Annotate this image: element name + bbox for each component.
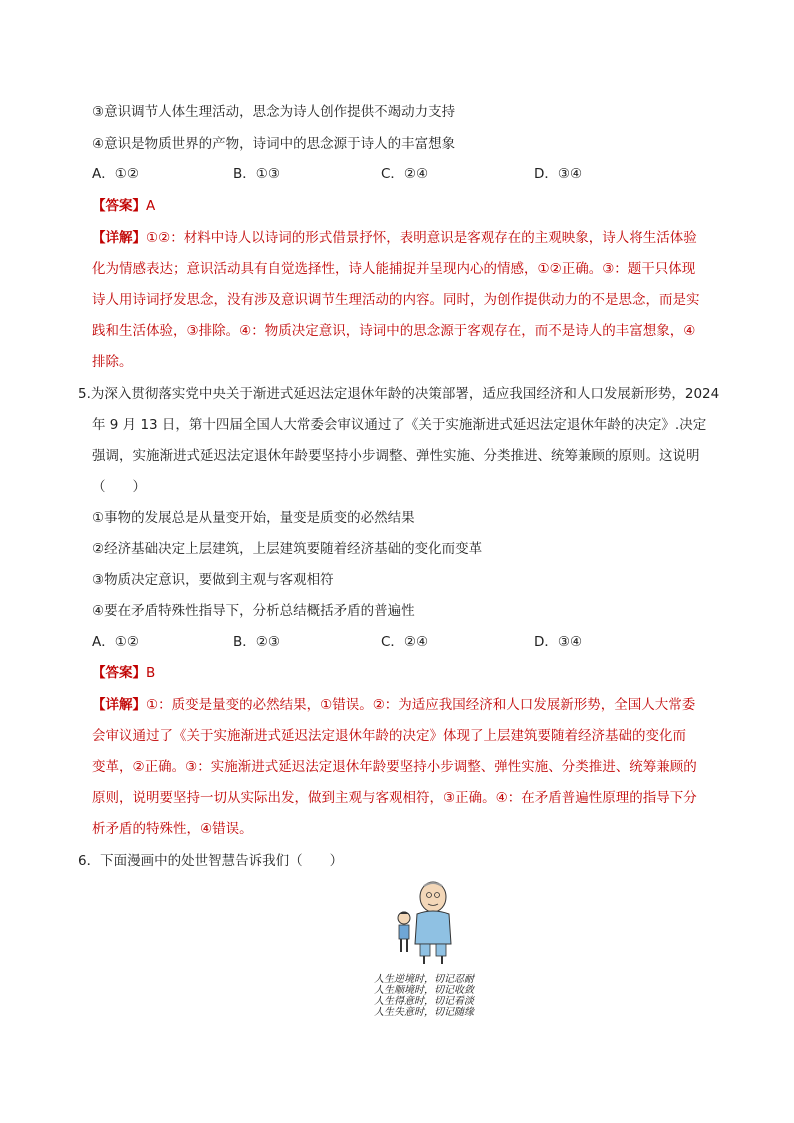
q5-detail-line-5: 析矛盾的特殊性，④错误。	[92, 821, 253, 837]
q4-detail-text: ①②：材料中诗人以诗词的形式借景抒怀，表明意识是客观存在的主观映象，诗人将生活体验	[146, 230, 697, 246]
comic-caption-line-3: 人生得意时，切记看淡	[374, 996, 474, 1007]
q5-stem-line-2: 年 9 月 13 日，第十四届全国人大常委会审议通过了《关于实施渐进式延迟法定退休年龄的决定》.决定	[92, 417, 707, 433]
q4-detail-line-4: 践和生活体验，③排除。④：物质决定意识，诗词中的思念源于客观存在，而不是诗人的丰富想象，④	[92, 323, 696, 339]
q4-option-c: C．②④	[381, 166, 429, 182]
q5-detail-line-4: 原则，说明要坚持一切从实际出发，做到主观与客观相符，③正确。④：在矛盾普遍性原理的指导下分	[92, 790, 697, 806]
q6-comic	[360, 878, 480, 1018]
q5-option-c: C．②④	[381, 634, 429, 650]
q5-answer	[92, 663, 155, 683]
q5-option-b: B．②③	[233, 634, 280, 650]
q4-answer-value: A	[146, 198, 156, 214]
q4-detail-line-5: 排除。	[92, 354, 133, 370]
q5-detail-line-2: 会审议通过了《关于实施渐进式延迟法定退休年龄的决定》体现了上层建筑要随着经济基础的变化而	[92, 728, 686, 744]
q5-option-d: D．③④	[534, 634, 583, 650]
comic-caption-line-4: 人生失意时，切记随缘	[374, 1007, 474, 1018]
q5-statement-1: ①事物的发展总是从量变开始，量变是质变的必然结果	[92, 510, 415, 526]
comic-figures-illustration	[360, 878, 480, 968]
q4-answer-label: 【答案】	[92, 198, 146, 214]
q5-detail-line-3: 变革，②正确。③：实施渐进式延迟法定退休年龄要坚持小步调整、弹性实施、分类推进、统筹兼顾的	[92, 759, 697, 775]
q4-detail-line-2: 化为情感表达；意识活动具有自觉选择性，诗人能捕捉并呈现内心的情感，①②正确。③：题干只体现	[92, 261, 696, 277]
q4-detail-label: 【详解】	[92, 230, 146, 246]
q5-answer-value: B	[146, 665, 156, 681]
q4-option-a: A．①②	[92, 166, 139, 182]
q5-stem-line-3: 强调，实施渐进式延迟法定退休年龄要坚持小步调整、弹性实施、分类推进、统筹兼顾的原则。这说明	[92, 448, 700, 464]
q4-option-d: D．③④	[534, 166, 583, 182]
q6-stem: 6．下面漫画中的处世智慧告诉我们（ ）	[78, 853, 344, 869]
q5-statement-3: ③物质决定意识，要做到主观与客观相符	[92, 572, 334, 588]
comic-caption	[374, 974, 480, 1018]
q4-answer	[92, 196, 155, 216]
q5-detail-text: ①：质变是量变的必然结果，①错误。②：为适应我国经济和人口发展新形势，全国人大常委	[146, 697, 696, 713]
q5-answer-label: 【答案】	[92, 665, 146, 681]
q4-statement-3: ③意识调节人体生理活动，思念为诗人创作提供不竭动力支持	[92, 104, 456, 120]
comic-caption-line-1: 人生逆境时，切记忍耐	[374, 974, 474, 985]
q5-stem-line-1: 5.为深入贯彻落实党中央关于渐进式延迟法定退休年龄的决策部署，适应我国经济和人口发展新形势，2024	[78, 386, 720, 402]
q4-statement-4: ④意识是物质世界的产物，诗词中的思念源于诗人的丰富想象	[92, 136, 456, 152]
q5-detail-line-1	[92, 695, 695, 715]
q5-detail-label: 【详解】	[92, 697, 146, 713]
q5-statement-2: ②经济基础决定上层建筑，上层建筑要随着经济基础的变化而变革	[92, 541, 483, 557]
comic-caption-line-2: 人生顺境时，切记收敛	[374, 985, 474, 996]
q5-option-a: A．①②	[92, 634, 139, 650]
q4-option-b: B．①③	[233, 166, 280, 182]
q4-detail-line-3: 诗人用诗词抒发思念，没有涉及意识调节生理活动的内容。同时，为创作提供动力的不是思念，而是实	[92, 292, 700, 308]
q5-statement-4: ④要在矛盾特殊性指导下，分析总结概括矛盾的普遍性	[92, 603, 415, 619]
q4-detail-line-1	[92, 228, 697, 248]
q5-stem-line-4: （ ）	[92, 479, 146, 495]
